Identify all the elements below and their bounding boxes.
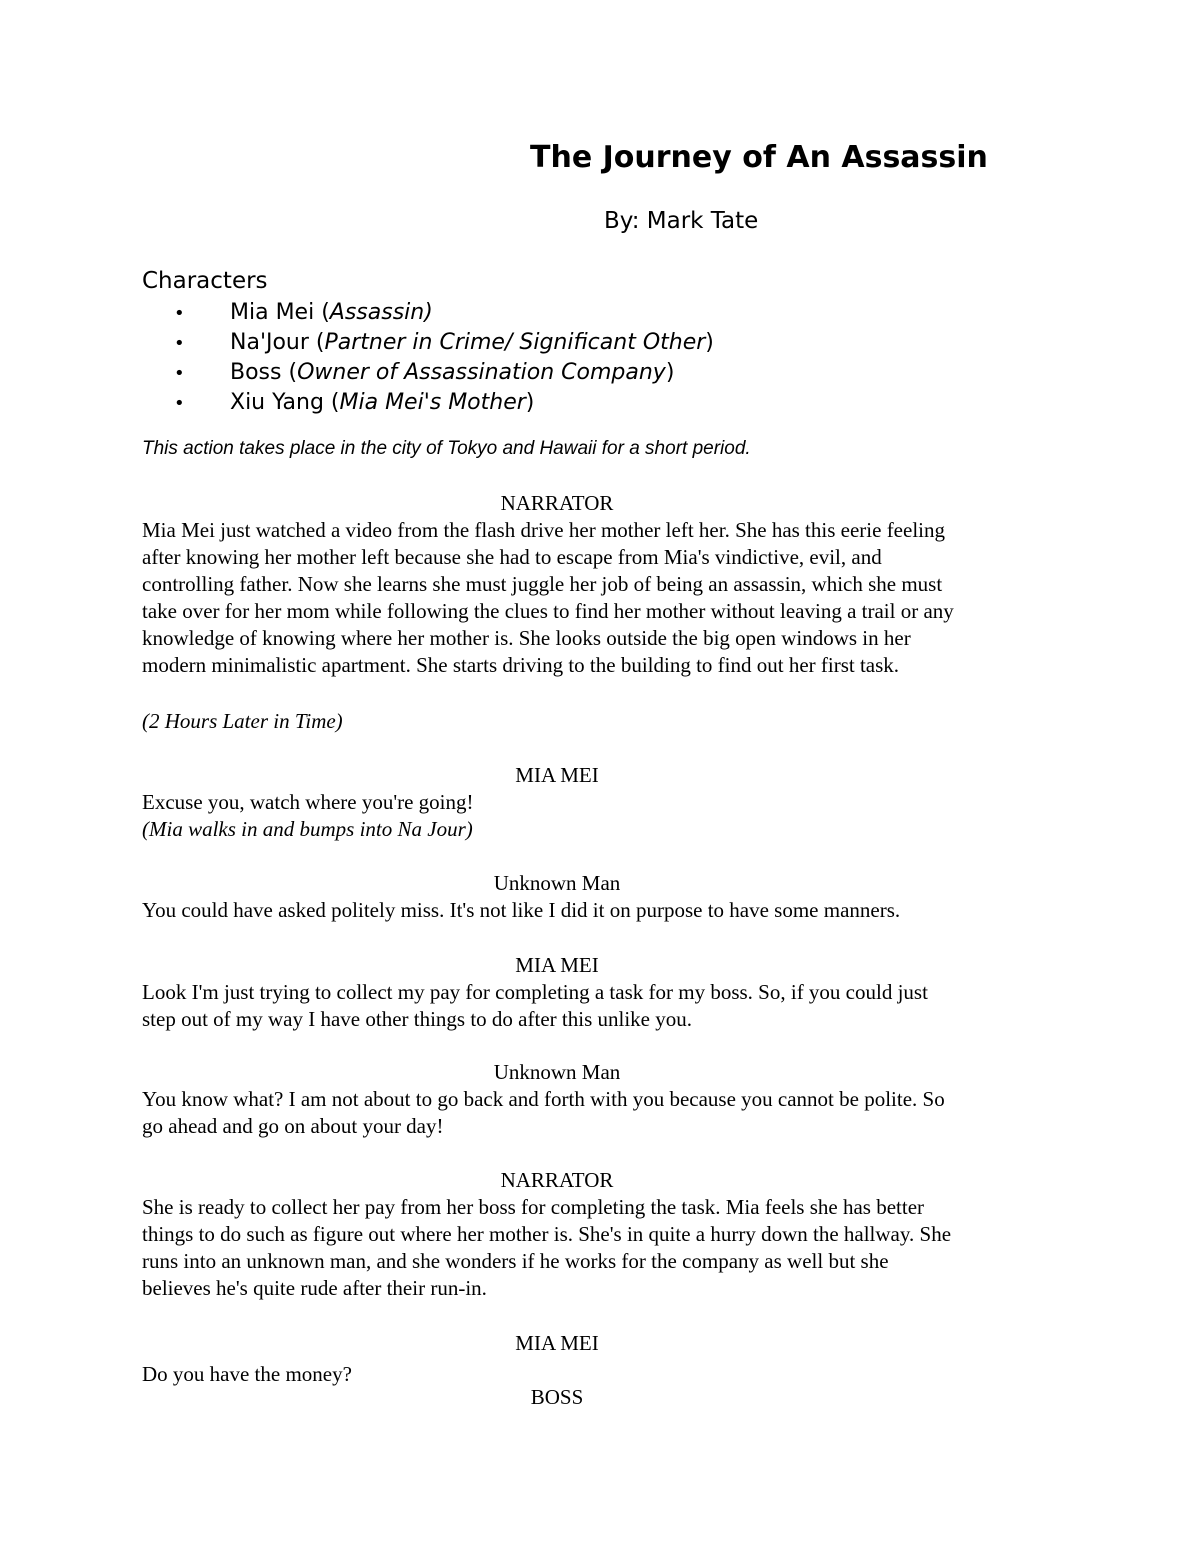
dialogue-text: Look I'm just trying to collect my pay for completing a task for my boss. So, if you could just step out of my way I have other things to do after this unlike you. — [142, 980, 928, 1031]
script-block-narrator — [142, 490, 1072, 679]
character-close: ) — [665, 360, 675, 385]
character-item — [142, 388, 714, 418]
dialogue-text: You know what? I am not about to go back and forth with you because you cannot be polite. So go ahead and go on about your day! — [142, 1087, 945, 1138]
script-block-unknown-man — [142, 870, 1072, 924]
character-role: Assassin) — [329, 300, 433, 325]
speaker-name: MIA MEI — [515, 1331, 599, 1355]
stage-direction: (Mia walks in and bumps into Na Jour) — [142, 817, 473, 841]
script-block-mia-mei — [142, 952, 1072, 1033]
speaker-name: Unknown Man — [493, 1060, 621, 1084]
script-block-boss — [142, 1384, 1072, 1411]
speaker-name: Unknown Man — [493, 871, 621, 895]
speaker-name: MIA MEI — [515, 953, 599, 977]
speaker-name: BOSS — [530, 1385, 584, 1409]
author-byline: By: Mark Tate — [604, 208, 759, 234]
character-name: Boss ( — [230, 360, 298, 385]
dialogue-text: Excuse you, watch where you're going! — [142, 790, 474, 814]
bullet-icon: • — [174, 303, 185, 324]
character-role: Owner of Assassination Company — [297, 360, 666, 385]
character-name: Na'Jour ( — [230, 330, 325, 355]
character-item — [142, 298, 714, 328]
characters-heading: Characters — [142, 268, 268, 294]
narration-text: Mia Mei just watched a video from the flash drive her mother left her. She has this eerie feeling after knowing her mother left because she had to escape from Mia's vindictive, evil, and controlling father. Now she learns she must juggle her job of being an assassin, which she must take over for her mom while following the clues to find her mother without leaving a trail or any knowledge of knowing where her mother is. She looks outside the big open windows in her modern minimalistic apartment. She starts driving to the building to find out her first task. — [142, 518, 954, 677]
bullet-icon: • — [174, 333, 185, 354]
bullet-icon: • — [174, 393, 185, 414]
setting-note: This action takes place in the city of Tokyo and Hawaii for a short period. — [142, 438, 751, 459]
character-name: Xiu Yang ( — [230, 390, 340, 415]
character-list — [142, 298, 714, 418]
narration-text: She is ready to collect her pay from her boss for completing the task. Mia feels she has better things to do such as figure out where her mother is. She's in quite a hurry down the hallway. She runs into an unknown man, and she wonders if he works for the company as well but she believes he's quite rude after their run-in. — [142, 1195, 952, 1300]
document-title: The Journey of An Assassin — [530, 140, 988, 175]
character-close: ) — [705, 330, 714, 355]
time-note: (2 Hours Later in Time) — [142, 709, 343, 733]
character-role: Partner in Crime/ Significant Other — [324, 330, 706, 355]
character-item — [142, 358, 714, 388]
character-close: ) — [525, 390, 535, 415]
speaker-name: NARRATOR — [500, 1168, 614, 1192]
speaker-name: NARRATOR — [500, 491, 614, 515]
dialogue-text: You could have asked politely miss. It's not like I did it on purpose to have some manners. — [142, 898, 901, 922]
speaker-name: MIA MEI — [515, 763, 599, 787]
script-block-narrator — [142, 1167, 1072, 1302]
character-item — [142, 328, 714, 358]
character-name: Mia Mei ( — [230, 300, 330, 325]
script-block-mia-mei — [142, 1330, 1072, 1388]
character-role: Mia Mei's Mother — [339, 390, 526, 415]
script-block-mia-mei — [142, 762, 1072, 843]
script-block-unknown-man — [142, 1059, 1072, 1140]
bullet-icon: • — [174, 363, 185, 384]
dialogue-text: Do you have the money? — [142, 1362, 352, 1386]
